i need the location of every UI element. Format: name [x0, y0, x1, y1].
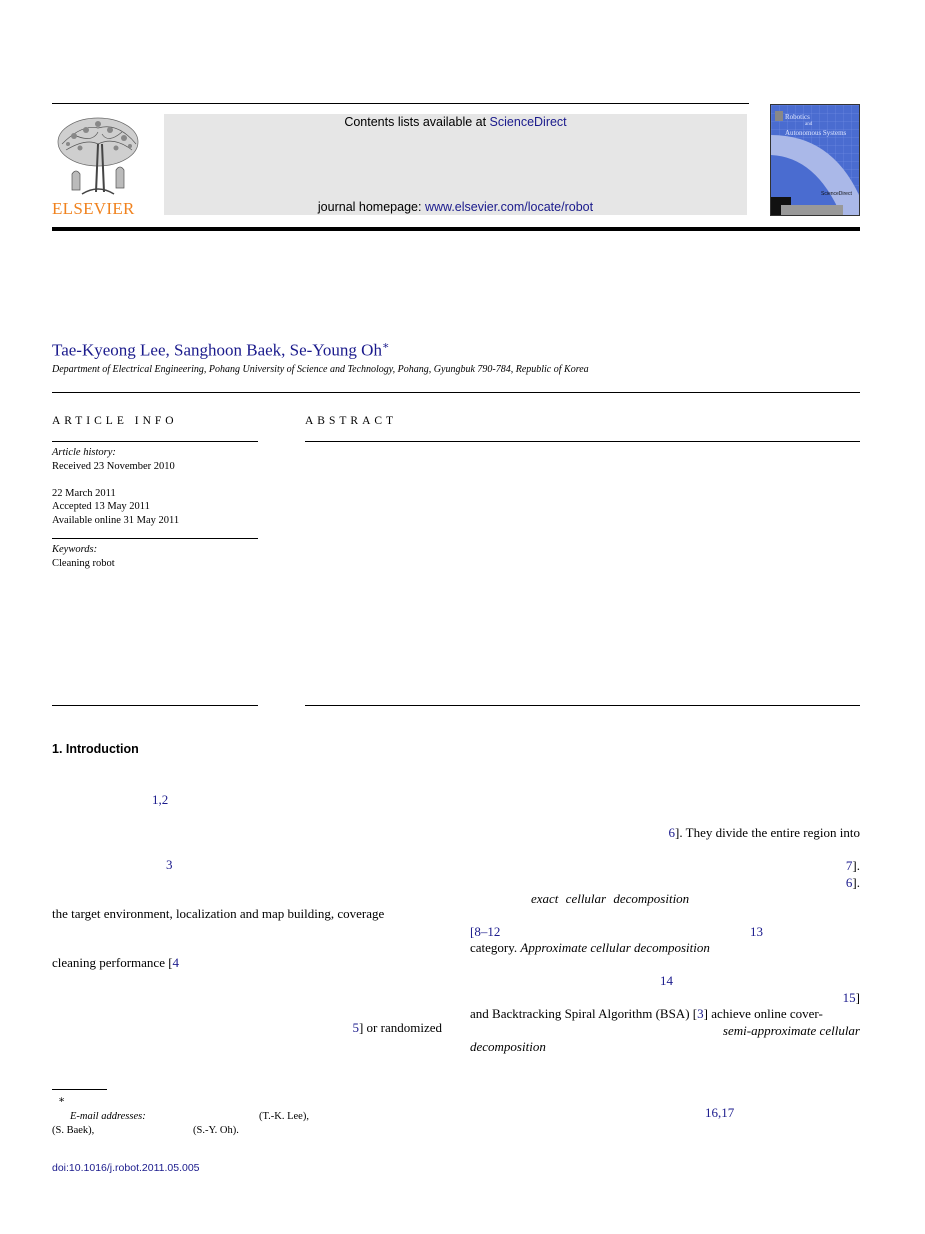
author-names: Tae-Kyeong Lee, Sanghoon Baek, Se-Young Oh [52, 340, 382, 360]
intro-line-category [470, 940, 710, 956]
journal-cover [770, 104, 860, 216]
online-date: Available online 31 May 2011 [52, 514, 180, 526]
cover-brand: ScienceDirect [821, 191, 852, 197]
doi-link[interactable]: doi:10.1016/j.robot.2011.05.005 [52, 1162, 200, 1174]
article-info-rule-bottom [52, 705, 258, 706]
decomposition-text: decomposition [470, 1039, 546, 1054]
they-divide-text: ]. They divide the entire region into [675, 825, 860, 840]
ref-7[interactable]: 7 [845, 858, 853, 873]
abstract-rule-top [305, 441, 860, 442]
cover-title-line2: and [805, 122, 813, 127]
bsa-end-text: ] achieve online cover- [703, 1006, 823, 1021]
bsa-text: and Backtracking Spiral Algorithm (BSA) [ [470, 1006, 698, 1021]
article-info-label: ARTICLE INFO [52, 415, 178, 427]
authors [52, 339, 389, 361]
category-text: category. [470, 940, 521, 955]
intro-line-target-env: the target environment, localization and map building, coverage [52, 906, 385, 921]
header-top-rule [52, 103, 749, 104]
ref-8-12-open: [ [470, 924, 475, 939]
intro-line-ref15 [843, 990, 860, 1006]
intro-line-cleaning [52, 955, 179, 971]
abstract-rule-bottom [305, 705, 860, 706]
elsevier-tree-logo [52, 114, 144, 198]
keyword-item: Cleaning robot [52, 557, 115, 569]
affiliation-rule [52, 392, 860, 393]
revised-date: 22 March 2011 [52, 487, 116, 499]
accepted-date: Accepted 13 May 2011 [52, 501, 150, 512]
article-history [52, 446, 179, 527]
cleaning-performance-text: cleaning performance [ [52, 955, 173, 970]
ref-13[interactable]: 13 [750, 924, 763, 939]
publisher-logo-text: ELSEVIER [52, 199, 135, 218]
or-randomized-text: ] or randomized [358, 1020, 442, 1035]
footnote-mark: ∗ [58, 1095, 66, 1106]
ref-8-12[interactable]: 8–12 [474, 924, 501, 939]
contents-line [164, 115, 747, 129]
intro-line-ref6b [846, 875, 860, 891]
ref-4[interactable]: 4 [172, 955, 180, 970]
ref-7-end: ]. [852, 858, 860, 873]
approximate-cellular-decomposition: Approximate cellular decomposition [520, 940, 710, 955]
ref-5[interactable]: 5 [352, 1020, 359, 1035]
intro-line-divide [669, 825, 860, 841]
ref-3[interactable]: 3 [166, 857, 173, 872]
cover-title-line3: Autonomous Systems [785, 129, 847, 137]
ref-16-17[interactable]: 16,17 [705, 1105, 735, 1120]
received-date: Received 23 November 2010 [52, 460, 175, 472]
cover-title [785, 113, 846, 137]
homepage-line [164, 200, 747, 214]
affiliation: Department of Electrical Engineering, Pohang University of Science and Technology, Pohang, Gyungbuk 790-784, Republic of Korea [52, 364, 589, 375]
homepage-link[interactable]: www.elsevier.com/locate/robot [424, 200, 594, 214]
cover-title-line1: Robotics [785, 113, 810, 121]
intro-line-randomized [352, 1020, 442, 1036]
ref-6-b[interactable]: 6 [845, 875, 853, 890]
abstract-label: ABSTRACT [305, 415, 398, 427]
ref-6-b-end: ]. [852, 875, 860, 890]
homepage-prefix: journal homepage: [317, 200, 425, 214]
article-info-rule-top [52, 441, 258, 442]
email-sy: (S.-Y. Oh). [193, 1125, 239, 1136]
sciencedirect-link[interactable]: ScienceDirect [489, 115, 567, 129]
exact-cellular-decomposition: exact cellular decomposition [531, 891, 690, 906]
email-label: E-mail addresses: [70, 1111, 146, 1122]
corresponding-mark[interactable]: ∗ [381, 340, 390, 352]
ref-14[interactable]: 14 [660, 973, 673, 988]
ref-15-end: ] [855, 990, 860, 1005]
contents-prefix: Contents lists available at [344, 115, 490, 129]
email-sb: (S. Baek), [52, 1125, 95, 1136]
intro-line-bsa [470, 1006, 860, 1022]
ref-1-2[interactable]: 1,2 [152, 792, 169, 807]
history-label: Article history: [52, 447, 116, 458]
email-tk: (T.-K. Lee), [259, 1111, 309, 1122]
semi-approximate-cellular: semi-approximate cellular [722, 1023, 860, 1038]
ref-8-12-line [470, 924, 500, 940]
keywords-label: Keywords: [52, 544, 98, 555]
footnote-rule [52, 1089, 107, 1090]
ref-3-b[interactable]: 3 [697, 1006, 704, 1021]
ref-15[interactable]: 15 [842, 990, 856, 1005]
keywords [52, 543, 115, 570]
intro-heading: 1. Introduction [52, 742, 139, 756]
intro-line-ref7 [846, 858, 860, 874]
keywords-rule [52, 538, 258, 539]
header-thick-rule [52, 227, 860, 231]
ref-6-a[interactable]: 6 [668, 825, 676, 840]
